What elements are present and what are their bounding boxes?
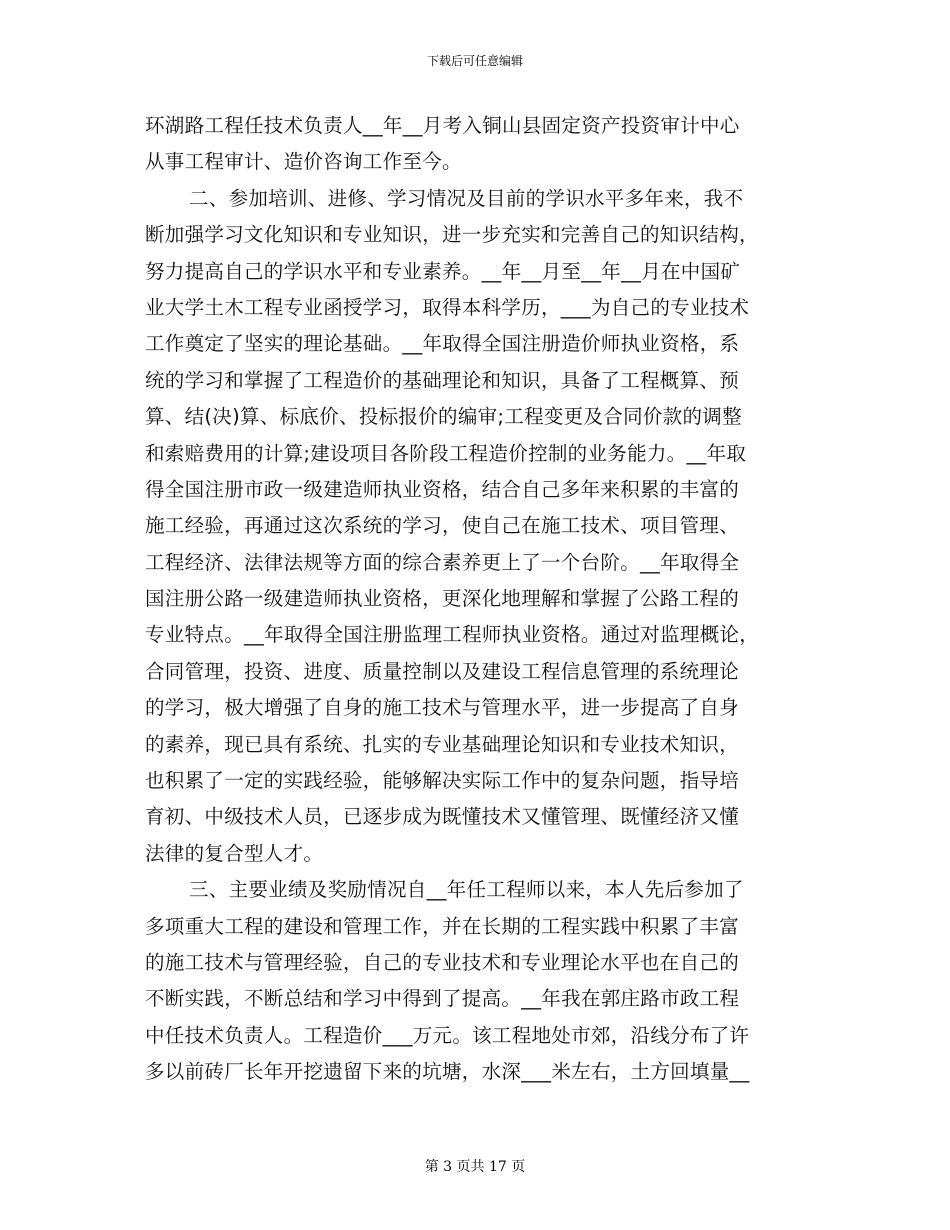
text-line: 不断实践，不断总结和学习中得到了提高。__年我在郭庄路市政工程 bbox=[145, 987, 740, 1011]
text-line: 的素养，现已具有系统、扎实的专业基础理论知识和专业技术知识， bbox=[145, 732, 740, 756]
header-note: 下载后可任意编辑 bbox=[426, 54, 523, 68]
text-line: 环湖路工程任技术负责人__年__月考入铜山县固定资产投资审计中心 bbox=[145, 114, 740, 137]
text-line: 得全国注册市政一级建造师执业资格，结合自己多年来积累的丰富的 bbox=[145, 477, 740, 501]
text-line: 中任技术负责人。工程造价___万元。该工程地处市郊，沿线分布了许 bbox=[145, 1023, 750, 1047]
text-line: 统的学习和掌握了工程造价的基础理论和知识，具备了工程概算、预 bbox=[145, 368, 740, 392]
text-line: 工程经济、法律法规等方面的综合素养更上了一个台阶。__年取得全 bbox=[145, 550, 740, 574]
text-line: 法律的复合型人才。 bbox=[145, 841, 324, 865]
text-line: 断加强学习文化知识和专业知识，进一步充实和完善自己的知识结构， bbox=[145, 223, 759, 247]
text-line: 施工经验，再通过这次系统的学习，使自己在施工技术、项目管理、 bbox=[145, 514, 740, 538]
text-line: 合同管理，投资、进度、质量控制以及建设工程信息管理的系统理论 bbox=[145, 659, 740, 683]
text-line: 的学习，极大增强了自身的施工技术与管理水平，进一步提高了自身 bbox=[145, 696, 740, 720]
text-line: 的施工技术与管理经验，自己的专业技术和专业理论水平也在自己的 bbox=[145, 950, 740, 974]
page-number-footer: 第 3 页共 17 页 bbox=[424, 1159, 526, 1175]
text-line: 也积累了一定的实践经验，能够解决实际工作中的复杂问题，指导培 bbox=[145, 769, 740, 793]
section-heading-line: 二、参加培训、进修、学习情况及目前的学识水平多年来，我不 bbox=[189, 186, 744, 210]
text-line: 专业特点。__年取得全国注册监理工程师执业资格。通过对监理概论， bbox=[145, 623, 760, 647]
body-text bbox=[145, 108, 810, 1091]
text-line: 业大学土木工程专业函授学习，取得本科学历，___为自己的专业技术 bbox=[145, 295, 750, 319]
text-line: 努力提高自己的学识水平和专业素养。__年__月至__年__月在中国矿 bbox=[145, 259, 741, 283]
text-line: 多以前砖厂长年开挖遗留下来的坑塘，水深___米左右，土方回填量__ bbox=[145, 1060, 750, 1084]
text-line: 和索赔费用的计算;建设项目各阶段工程造价控制的业务能力。__年取 bbox=[145, 441, 747, 465]
text-line: 育初、中级技术人员，已逐步成为既懂技术又懂管理、既懂经济又懂 bbox=[145, 805, 740, 829]
section-heading-line: 三、主要业绩及奖励情况自__年任工程师以来，本人先后参加了 bbox=[189, 878, 744, 902]
text-line: 多项重大工程的建设和管理工作，并在长期的工程实践中积累了丰富 bbox=[145, 914, 740, 938]
text-line: 算、结(决)算、标底价、投标报价的编审;工程变更及合同价款的调整 bbox=[145, 405, 742, 429]
text-line: 国注册公路一级建造师执业资格，更深化地理解和掌握了公路工程的 bbox=[145, 587, 740, 611]
text-line: 从事工程审计、造价咨询工作至今。 bbox=[145, 150, 462, 174]
text-line: 工作奠定了坚实的理论基础。__年取得全国注册造价师执业资格，系 bbox=[145, 332, 740, 356]
